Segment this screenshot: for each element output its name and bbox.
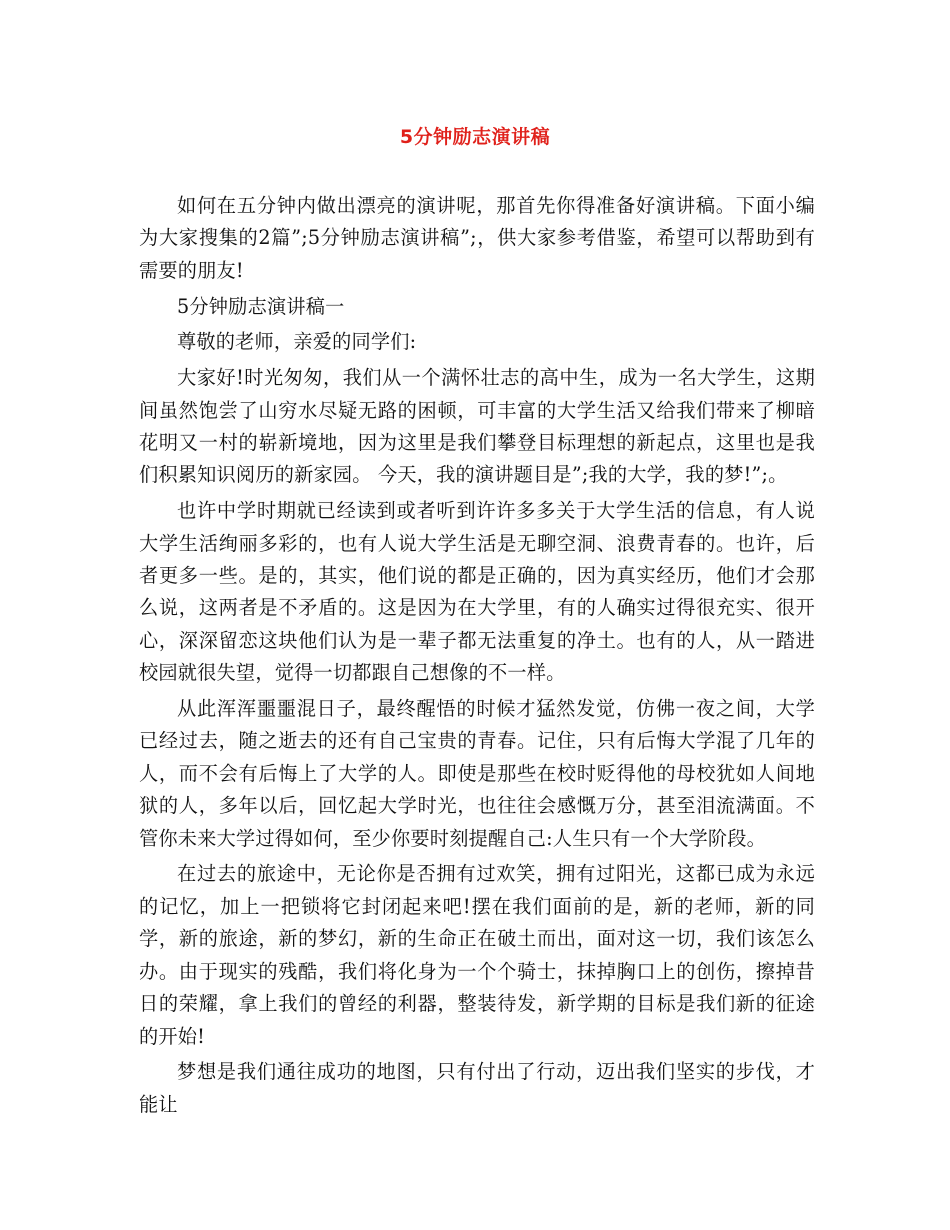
paragraph-intro: 如何在五分钟内做出漂亮的演讲呢，那首先你得准备好演讲稿。下面小编为大家搜集的2篇”;5分钟励志演讲稿”;，供大家参考借鉴，希望可以帮助到有需要的朋友! [139, 194, 815, 282]
paragraph: 也许中学时期就已经读到或者听到许许多多关于大学生活的信息，有人说大学生活绚丽多彩的，也有人说大学生活是无聊空洞、浪费青春的。也许，后者更多一些。是的，其实，他们说的都是正确的，因为真实经历，他们才会那么说，这两者是不矛盾的。这是因为在大学里，有的人确实过得很充实、很开心，深深留恋这块他们认为是一辈子都无法重复的净土。也有的人，从一踏进校园就很失望，觉得一切都跟自己想像的不一样。 [139, 499, 815, 685]
paragraph: 从此浑浑噩噩混日子，最终醒悟的时候才猛然发觉，仿佛一夜之间，大学已经过去，随之逝去的还有自己宝贵的青春。记住，只有后悔大学混了几年的人，而不会有后悔上了大学的人。即使是那些在校时贬得他的母校犹如人间地狱的人，多年以后，回忆起大学时光，也往往会感慨万分，甚至泪流满面。不管你未来大学过得如何，至少你要时刻提醒自己:人生只有一个大学阶段。 [139, 697, 815, 850]
paragraph: 大家好!时光匆匆，我们从一个满怀壮志的高中生，成为一名大学生，这期间虽然饱尝了山穷水尽疑无路的困顿，可丰富的大学生活又给我们带来了柳暗花明又一村的崭新境地，因为这里是我们攀登目标理想的新起点，这里也是我们积累知识阅历的新家园。 今天，我的演讲题目是”;我的大学，我的梦!”;。 [139, 366, 815, 487]
section-heading: 5分钟励志演讲稿一 [177, 294, 345, 318]
document-body [139, 190, 815, 1125]
document-title: 5分钟励志演讲稿 [399, 126, 551, 148]
paragraph: 梦想是我们通往成功的地图，只有付出了行动，迈出我们坚实的步伐，才能让 [139, 1060, 815, 1116]
salutation: 尊敬的老师，亲爱的同学们: [177, 330, 417, 354]
paragraph: 在过去的旅途中，无论你是否拥有过欢笑，拥有过阳光，这都已成为永远的记忆，加上一把锁将它封闭起来吧!摆在我们面前的是，新的老师，新的同学，新的旅途，新的梦幻，新的生命正在破土而出，面对这一切，我们该怎么办。由于现实的残酷，我们将化身为一个个骑士，抹掉胸口上的创伤，擦掉昔日的荣耀，拿上我们的曾经的利器，整装待发，新学期的目标是我们新的征途的开始! [139, 862, 815, 1048]
